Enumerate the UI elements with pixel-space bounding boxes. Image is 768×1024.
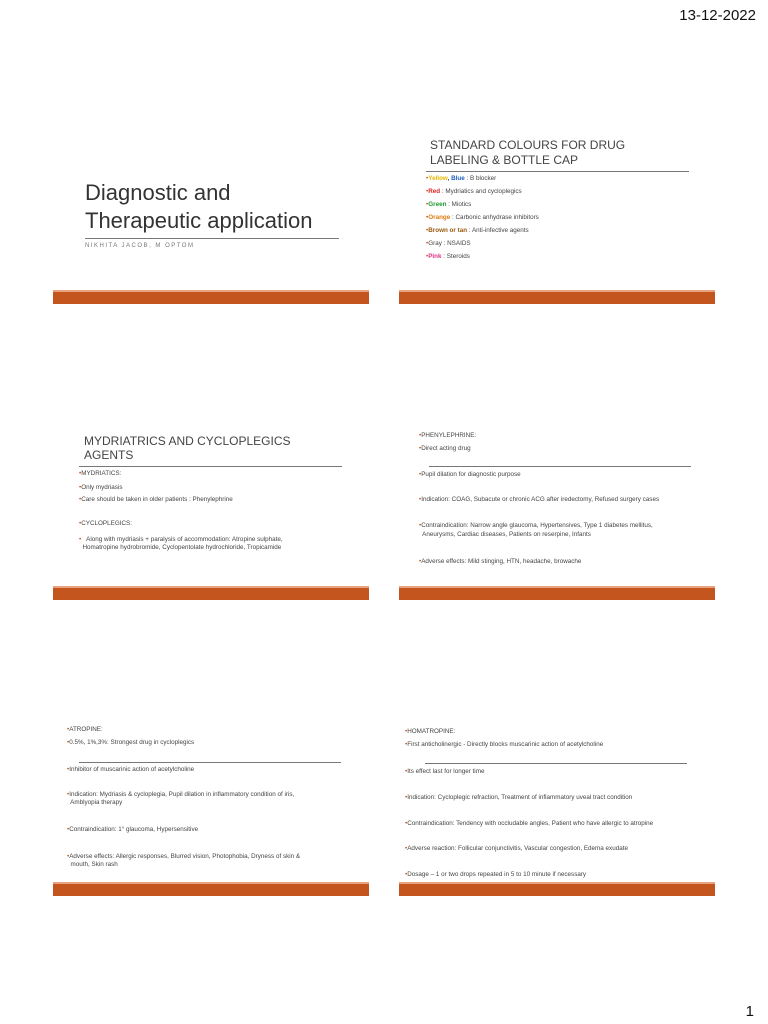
body-line: •Dosage – 1 or two drops repeated in 5 to 10 minute if necessary [405,871,587,878]
body-line: Aneurysms, Cardiac diseases, Patients on reserpine, Infants [422,531,591,538]
body-line: •ATROPINE: [67,726,103,733]
slide-1-title-line-2: Therapeutic application [85,208,313,233]
slide-4 [399,400,715,600]
body-line: •MYDRIATICS: [79,470,122,477]
page-number: 1 [745,1003,754,1020]
body-line: •0.5%, 1%,3%: Strongest drug in cycloplegics [67,739,195,746]
body-line: •Its effect last for longer time [405,768,485,775]
body-line: •Pupil dilation for diagnostic purpose [419,471,521,478]
slide-6 [399,696,715,896]
slide-3 [53,400,369,600]
body-line: •Adverse effects: Allergic responses, Blurred vision, Photophobia, Dryness of skin & [67,853,301,860]
slide-3-divider [79,466,342,467]
body-line: •Contraindication: Narrow angle glaucoma, Hypertensives, Type 1 diabetes mellitus, [419,522,653,529]
slide-6-body [405,728,713,878]
slide-3-title-line-2: AGENTS [84,448,134,462]
color-item-brown: •Brown or tan : Anti-infective agents [426,227,529,234]
body-line: •First anticholinergic - Directly blocks muscarinic action of acetylcholine [405,741,604,748]
slide-1 [53,104,369,304]
slide-4-accent-bar [399,588,715,600]
body-line: Amblyopia therapy [70,799,123,806]
body-line: •HOMATROPINE: [405,728,456,735]
body-line: •Indication: Cycloplegic refraction, Treatment of inflammatory uveal tract condition [405,794,633,801]
slide-1-title-line-1: Diagnostic and [85,180,231,205]
color-item-pink: •Pink : Steroids [426,253,470,260]
body-line: •Indication: COAG, Subacute or chronic ACG after iredectomy, Refused surgery cases [419,496,660,503]
body-line: Homatropine hydrobromide, Cyclopentolate hydrochloride, Tropicamide [82,544,282,551]
slide-3-body [79,470,364,560]
slide-2-accent-bar [399,292,715,304]
color-item-orange: •Orange : Carbonic anhydrase inhibitors [426,214,539,221]
slide-4-divider [429,466,691,467]
slide-1-divider [85,238,339,239]
color-item-yellow-blue: •Yellow, Blue : B blocker [426,175,497,182]
body-line: •Adverse reaction: Follicular conjunctivitis, Vascular congestion, Edema exudate [405,845,628,852]
slide-3-title-line-1: MYDRIATRICS AND CYCLOPLEGICS [84,434,291,448]
slide-1-accent-bar [53,292,369,304]
body-line: • Along with mydriasis + paralysis of accommodation: Atropine sulphate, [79,536,283,543]
body-line: •Contraindication: 1° glaucoma, Hypersensitive [67,826,199,833]
body-line: •Adverse effects: Mild stinging, HTN, headache, browache [419,558,582,565]
slide-2 [399,104,715,304]
body-line: •Inhibitor of muscarinic action of acetylcholine [67,766,195,773]
body-line: •Indication: Mydriasis & cycloplegia, Pupil dilation in inflammatory condition of iris, [67,791,295,798]
slide-4-body [419,432,711,572]
color-item-gray: •Gray : NSAIDS [426,240,471,247]
slide-2-divider [426,171,689,172]
slide-5-body [67,726,365,876]
document-date: 13-12-2022 [679,7,756,24]
slide-5 [53,696,369,896]
body-line: •Care should be taken in older patients : Phenylephrine [79,496,233,503]
body-line: •PHENYLEPHRINE: [419,432,477,439]
color-item-green: •Green : Miotics [426,201,472,208]
slide-5-divider [79,762,341,763]
slide-6-accent-bar [399,884,715,896]
slide-5-accent-bar [53,884,369,896]
body-line: mouth, Skin rash [70,861,118,868]
slide-2-title-line-1: STANDARD COLOURS FOR DRUG [430,138,626,152]
slide-2-title-line-2: LABELING & BOTTLE CAP [430,153,579,167]
slide-1-subtitle: NIKHITA JACOB, M OPTOM [85,243,195,249]
body-line: •CYCLOPLEGICS: [79,520,132,527]
slide-3-accent-bar [53,588,369,600]
body-line: •Contraindication: Tendency with occludable angles, Patient who have allergic to atropine [405,820,654,827]
slide-2-color-list [426,175,696,265]
slide-6-divider [425,763,687,764]
body-line: •Direct acting drug [419,445,471,452]
body-line: •Only mydriasis [79,484,123,491]
color-item-red: •Red : Mydriatics and cycloplegics [426,188,522,195]
